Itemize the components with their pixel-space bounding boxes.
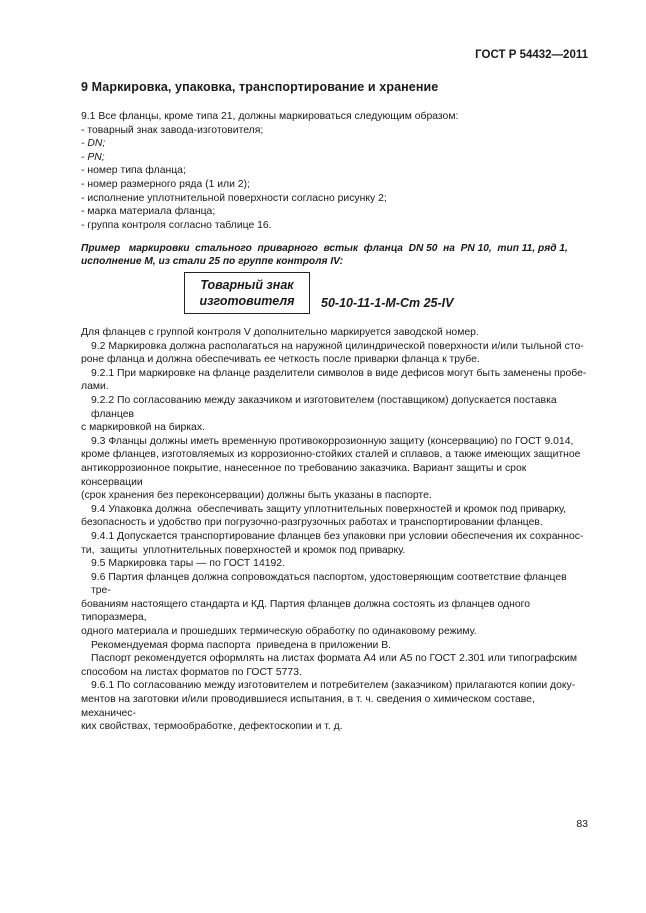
list-item: - группа контроля согласно таблице 16. <box>81 219 272 231</box>
text-line: безопасность и удобство при погрузочно-разгрузочных работах и транспортировании фланцев. <box>81 517 543 529</box>
example-line-1: Пример маркировки стального приварного встык фланца DN 50 на PN 10, тип 11, ряд 1, <box>81 243 568 254</box>
text-line: 9.4 Упаковка должна обеспечивать защиту уплотнительных поверхностей и кромок под приварку, <box>91 503 567 515</box>
text-line: ких свойствах, термообработке, дефектоскопии и т. д. <box>81 721 343 733</box>
example-line-2: исполнение М, из стали 25 по группе контроля IV: <box>81 256 343 268</box>
list-item: - марка материала фланца; <box>81 206 216 218</box>
list-item: - номер типа фланца; <box>81 165 186 177</box>
text-line: бованиям настоящего стандарта и КД. Партия фланцев должна состоять из фланцев одного типоразмера, <box>81 598 530 624</box>
text-line: кроме фланцев, изготовляемых из коррозионно-стойких сталей и сплавов, а также имеющих защитное <box>81 449 581 461</box>
standard-number: ГОСТ Р 54432—2011 <box>475 49 588 61</box>
text-line: 9.4.1 Допускается транспортирование фланцев без упаковки при условии обеспечения их сохраннос- <box>91 530 584 542</box>
clause-9-1 <box>81 110 589 232</box>
text-line: 9.5 Маркировка тары — по ГОСТ 14192. <box>91 558 285 570</box>
text-line: 9.2 Маркировка должна располагаться на наружной цилиндрической поверхности и/или тыльной сто- <box>91 340 584 352</box>
trademark-box-line-1: Товарный знак <box>200 278 294 292</box>
text-line: 9.2.2 По согласованию между заказчиком и изготовителем (поставщиком) допускается поставка фланцев <box>91 394 557 420</box>
list-item: - исполнение уплотнительной поверхности согласно рисунку 2; <box>81 192 387 204</box>
list-item: - PN; <box>81 151 105 163</box>
text-line: Для фланцев с группой контроля V дополнительно маркируется заводской номер. <box>81 327 479 338</box>
marking-code: 50-10-11-1-М-Ст 25-IV <box>321 296 454 310</box>
text-line: ментов на заготовки и/или проводившиеся испытания, в т. ч. сведения о химическом составе, механичес- <box>81 694 535 719</box>
text-line: способом на листах форматов по ГОСТ 5773. <box>81 666 302 678</box>
text-line: антикоррозионное покрытие, нанесенное по требованию заказчика. Вариант защиты и срок консервации <box>81 462 527 488</box>
text-line: ти, защиты уплотнительных поверхностей и кромок под приварку. <box>81 544 406 556</box>
list-item: - номер размерного ряда (1 или 2); <box>81 178 250 190</box>
text-line: Паспорт рекомендуется оформлять на листах формата А4 или А5 по ГОСТ 2.301 или типографским <box>91 653 578 665</box>
page-number: 83 <box>576 818 588 830</box>
text-line: 9.6.1 По согласованию между изготовителем и потребителем (заказчиком) прилагаются копии доку- <box>91 680 576 692</box>
text-line: роне фланца и должна обеспечивать ее четкость после приварки фланца к трубе. <box>81 354 480 366</box>
body-text <box>81 326 589 734</box>
text-line: 9.2.1 При маркировке на фланце разделители символов в виде дефисов могут быть заменены пробе- <box>91 367 587 379</box>
section-heading: 9 Маркировка, упаковка, транспортирование и хранение <box>81 80 439 94</box>
list-item: - DN; <box>81 138 106 150</box>
clause-9-1-intro: 9.1 Все фланцы, кроме типа 21, должны маркироваться следующим образом: <box>81 111 459 122</box>
text-line: Рекомендуемая форма паспорта приведена в приложении В. <box>91 639 392 651</box>
list-item: - товарный знак завода-изготовителя; <box>81 124 264 136</box>
text-line: одного материала и прошедших термическую обработку по одинаковому режиму. <box>81 626 477 638</box>
marking-example <box>81 242 589 269</box>
text-line: 9.3 Фланцы должны иметь временную противокоррозионную защиту (консервацию) по ГОСТ 9.014, <box>91 435 574 447</box>
trademark-box <box>184 272 310 314</box>
text-line: лами. <box>81 381 109 393</box>
trademark-box-line-2: изготовителя <box>199 294 295 308</box>
text-line: 9.6 Партия фланцев должна сопровождаться паспортом, удостоверяющим соответствие фланцев тре- <box>91 571 567 597</box>
text-line: с маркировкой на бирках. <box>81 422 205 434</box>
text-line: (срок хранения без переконсервации) должны быть указаны в паспорте. <box>81 490 432 502</box>
